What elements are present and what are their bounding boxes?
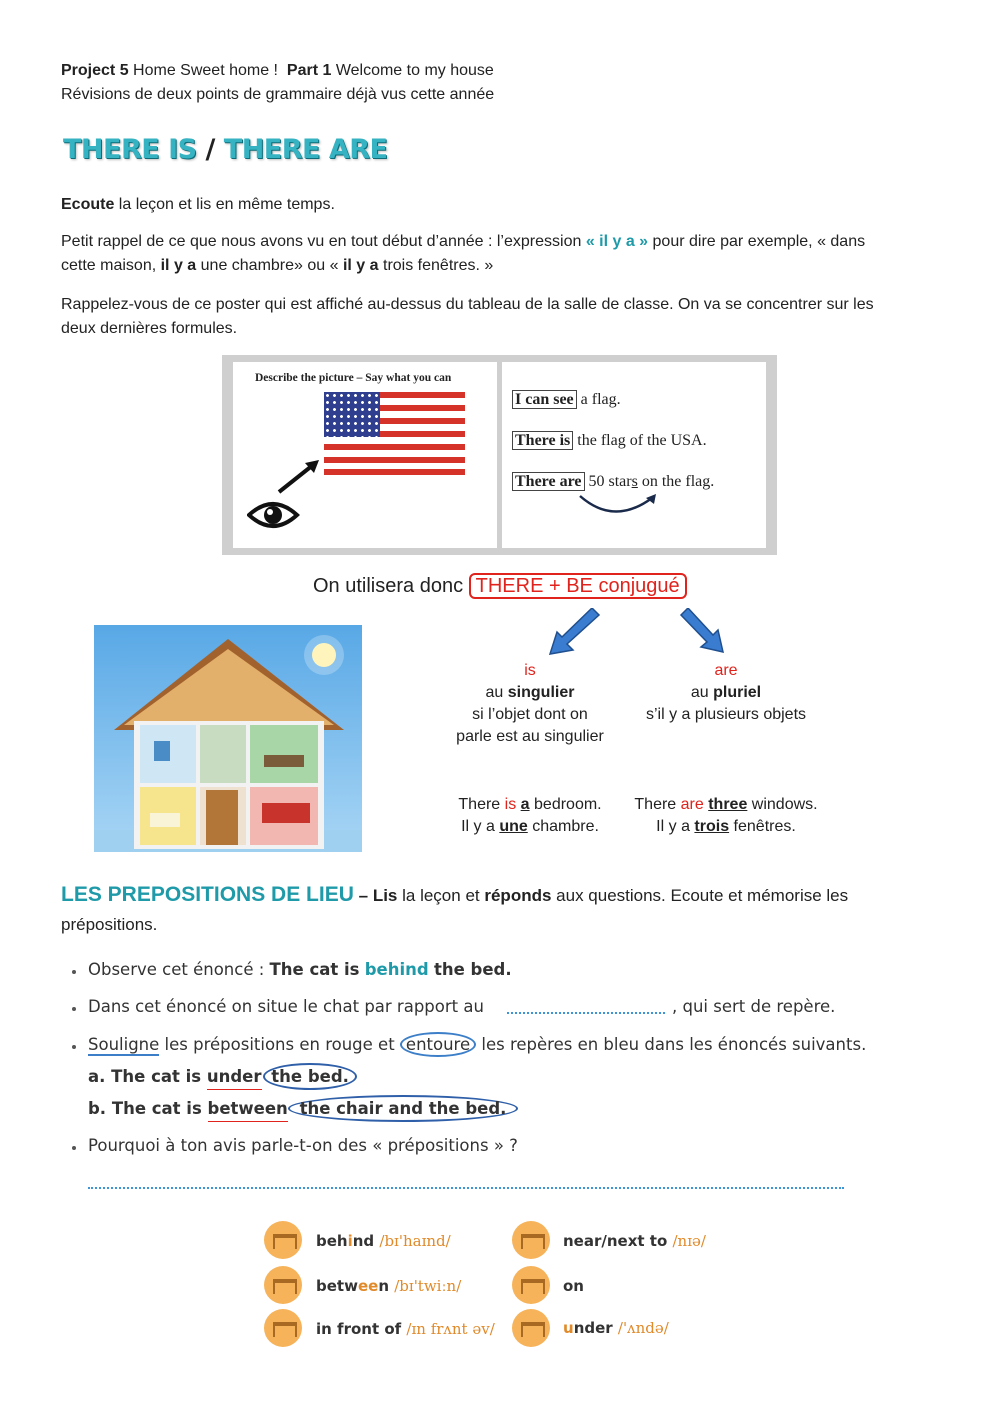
singular-example: There is a bedroom. Il y a une chambre. xyxy=(458,796,602,835)
link-arrow-icon xyxy=(574,490,664,520)
preposition-under-icon xyxy=(512,1309,550,1347)
preposition-between[interactable]: between /bɪ'twiːn/ xyxy=(316,1277,462,1295)
singular-column: is au singulier si l’objet dont on parle est au singulier xyxy=(456,662,604,745)
eye-icon xyxy=(247,457,337,532)
project-subtitle: Révisions de deux points de grammaire déjà vus cette année xyxy=(61,86,495,103)
preposition-in-front-of-icon xyxy=(264,1309,302,1347)
preposition-on-icon xyxy=(512,1266,550,1304)
section-title-prepositions: LES PREPOSITIONS DE LIEU xyxy=(61,883,354,906)
example-a: a. The cat is under the bed. xyxy=(88,1067,357,1086)
bullet-underline: Souligne les prépositions en rouge et entoure les repères en bleu dans les énoncés suivants. xyxy=(88,1035,866,1054)
project-header: Project 5 Home Sweet home ! Part 1 Welcome to my house xyxy=(61,62,494,79)
rule-formula: THERE + BE conjugué xyxy=(469,573,687,599)
preposition-near-icon xyxy=(512,1221,550,1259)
poster-right-pane xyxy=(502,362,766,548)
preposition-near-next-to[interactable]: near/next to /nɪə/ xyxy=(563,1232,706,1250)
answer-blank-1[interactable] xyxy=(507,1012,665,1014)
poster-caption: Describe the picture – Say what you can xyxy=(255,372,452,384)
bullet-reference: Dans cet énoncé on situe le chat par rapport au xyxy=(88,997,484,1016)
preposition-behind[interactable]: behind /bɪ'haɪnd/ xyxy=(316,1232,451,1250)
poster-sentence-2: There is the flag of the USA. xyxy=(512,432,707,450)
plural-column: are au pluriel s’il y a plusieurs objets xyxy=(645,662,807,723)
poster-sentence-3: There are 50 stars on the flag. xyxy=(512,473,714,491)
poster-sentence-1: I can see a flag. xyxy=(512,391,621,409)
branch-arrows-icon xyxy=(548,608,748,660)
prepositions-intro: LES PREPOSITIONS DE LIEU – Lis la leçon et réponds aux questions. Ecoute et mémorise les prépositions. xyxy=(61,883,849,934)
paragraph-reminder: Petit rappel de ce que nous avons vu en tout début d’année : l’expression « il y a » pour dire par exemple, « dans cette maison, il y a une chambre» ou « il y a trois fenêtres. » xyxy=(61,233,866,274)
poster-left-pane xyxy=(233,362,497,548)
paragraph-poster: Rappelez-vous de ce poster qui est affiché au-dessus du tableau de la salle de classe. On va se concentrer sur les deux dernières formules. xyxy=(61,296,874,337)
classroom-poster xyxy=(222,355,777,555)
section-title-there-is-are: THERE IS / THERE ARE xyxy=(63,134,388,165)
bullet-why: Pourquoi à ton avis parle-t-on des « prépositions » ? xyxy=(88,1136,518,1155)
instruction-listen: Ecoute la leçon et lis en même temps. xyxy=(61,196,335,213)
preposition-on[interactable]: on xyxy=(563,1277,584,1295)
plural-example: There are three windows. Il y a trois fenêtres. xyxy=(634,796,818,835)
answer-blank-2[interactable] xyxy=(88,1187,844,1189)
bullet-observe: Observe cet énoncé : The cat is behind the bed. xyxy=(88,960,512,979)
bullet-reference-end: , qui sert de repère. xyxy=(672,997,836,1016)
preposition-behind-icon xyxy=(264,1221,302,1259)
preposition-in-front-of[interactable]: in front of /ɪn frʌnt əv/ xyxy=(316,1320,495,1338)
house-illustration xyxy=(94,625,362,852)
preposition-under[interactable]: under /'ʌndə/ xyxy=(563,1319,669,1337)
us-flag-image xyxy=(324,392,465,475)
rule-line: On utilisera donc THERE + BE conjugué xyxy=(313,572,687,600)
example-b: b. The cat is between the chair and the bed. xyxy=(88,1099,518,1118)
preposition-between-icon xyxy=(264,1266,302,1304)
